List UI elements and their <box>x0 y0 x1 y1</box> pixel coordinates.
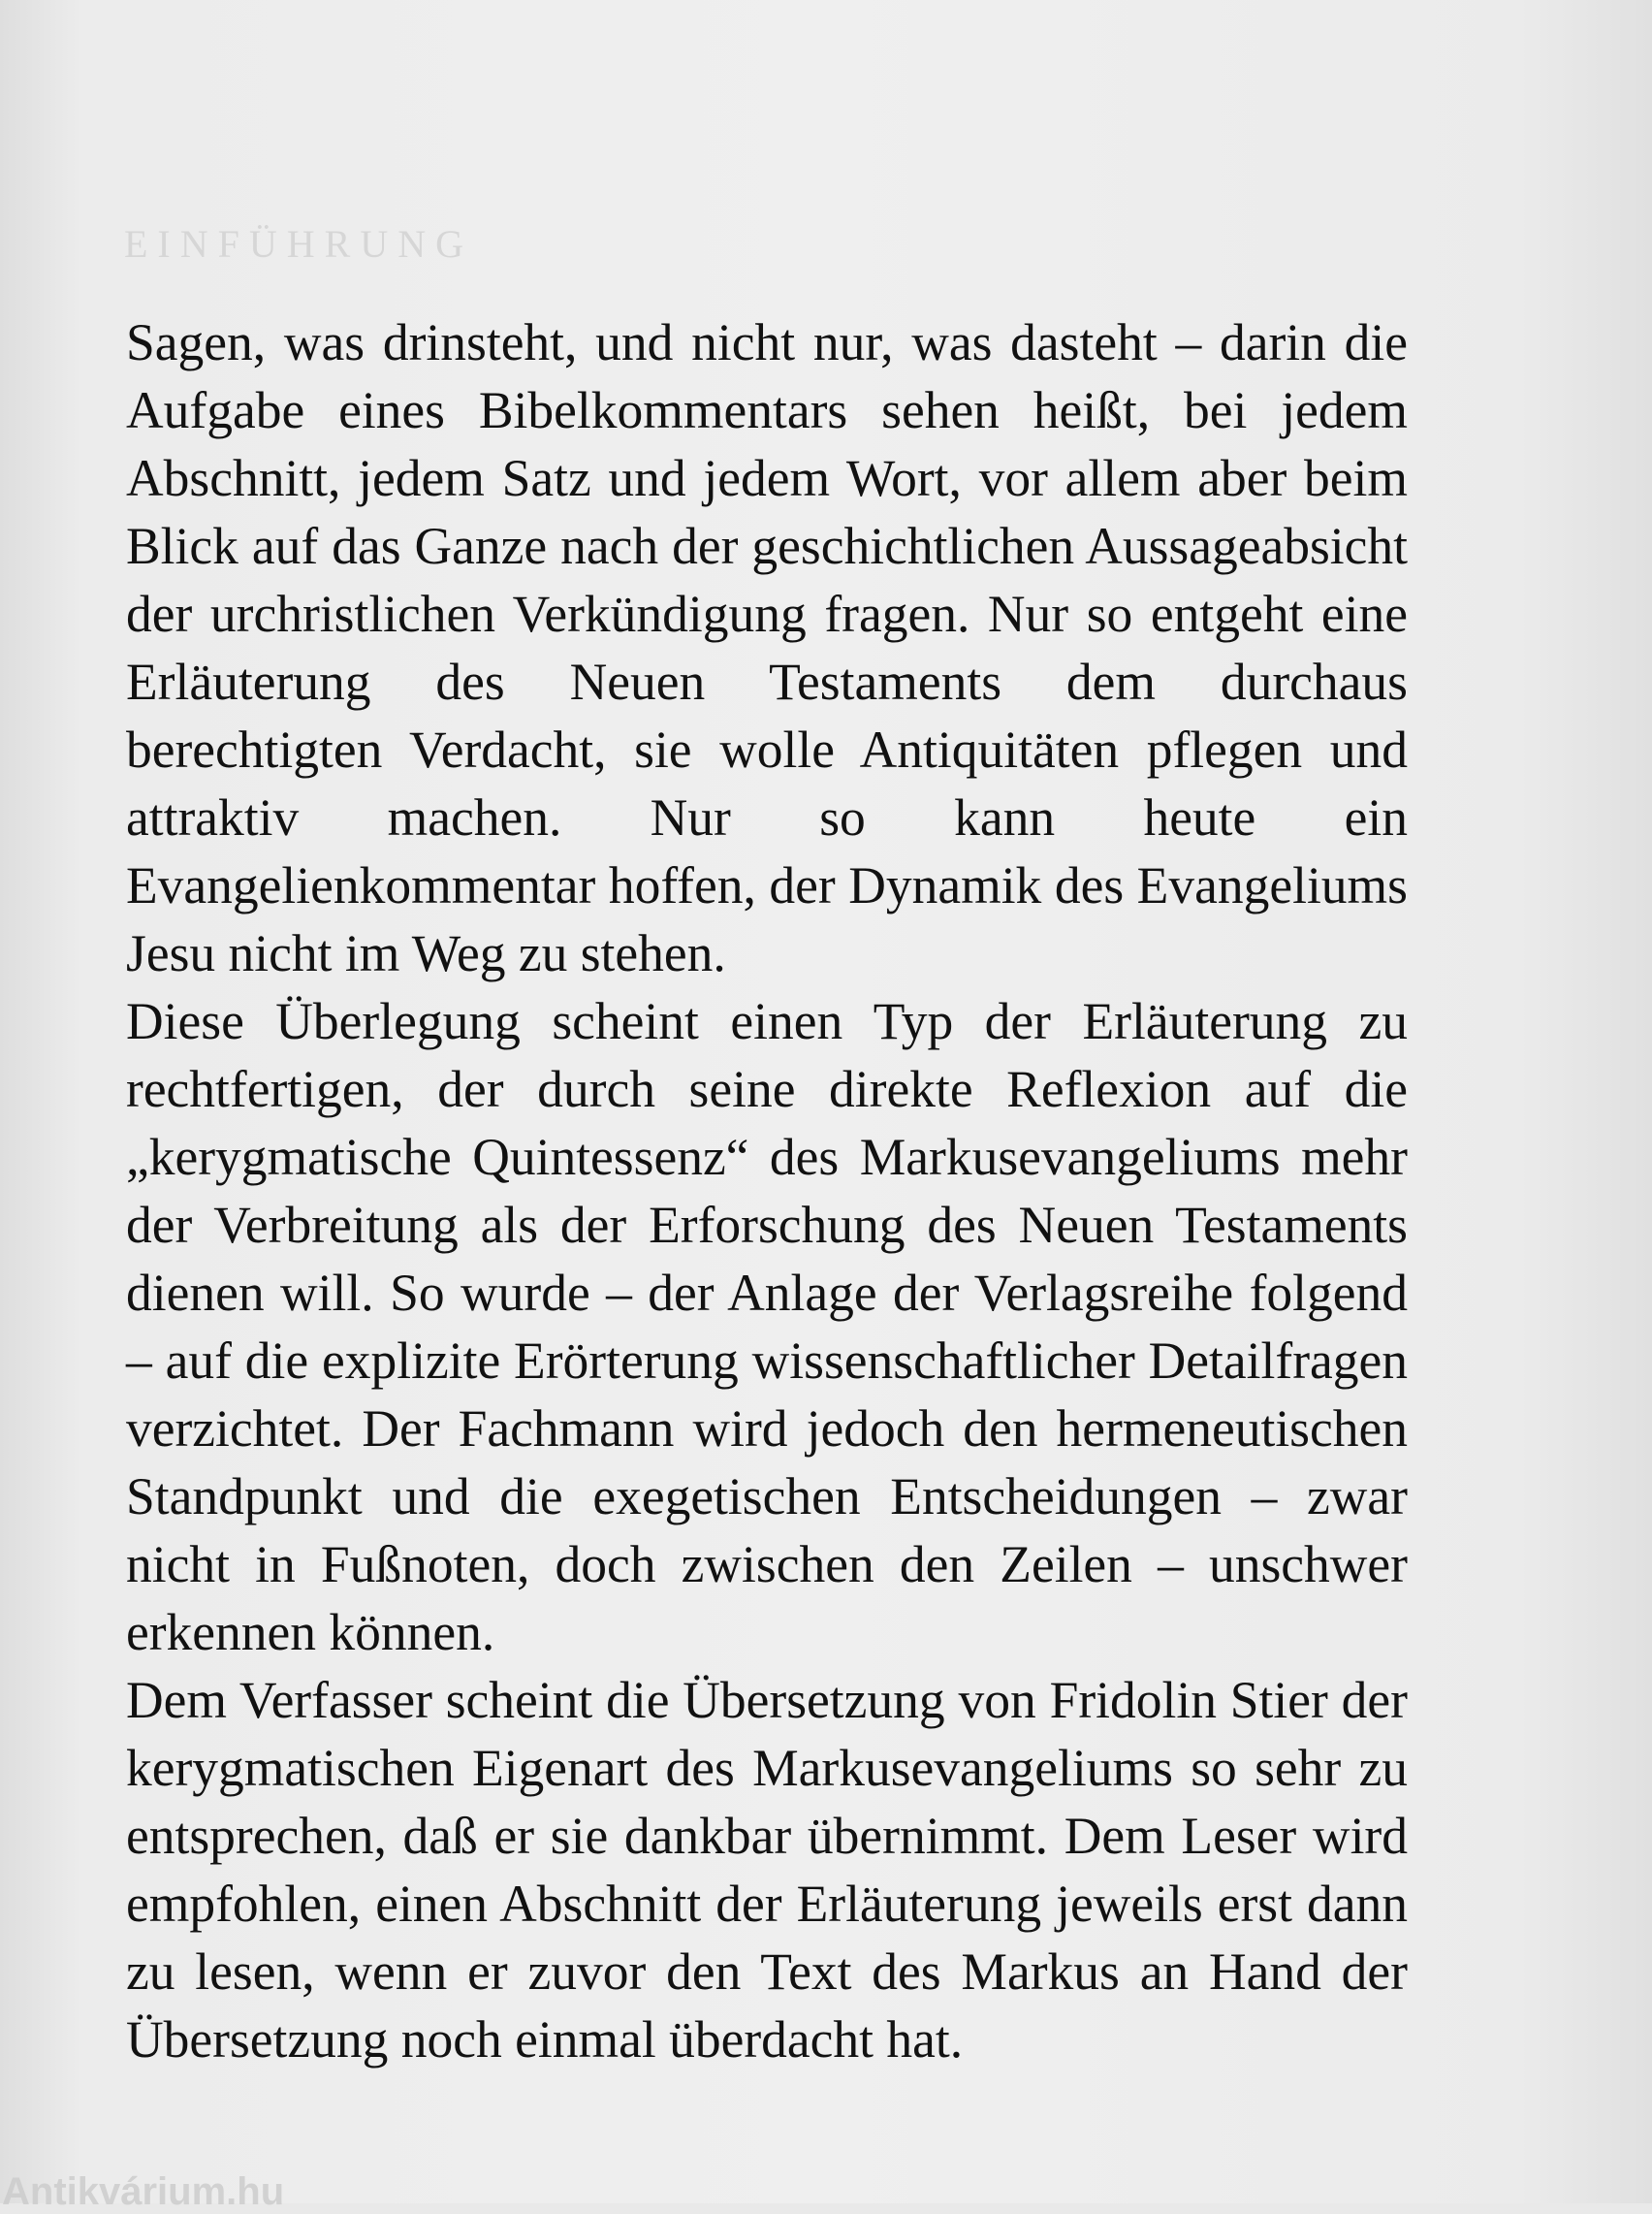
paragraph-3: Dem Verfasser scheint die Übersetzung von Fridolin Stier der kerygmatischen Eigenart des Markusevangeliums so sehr zu entsprechen, daß er sie dankbar übernimmt. Dem Leser wird empfohlen, einen Abschnitt der Erläuterung jeweils erst dann zu lesen, wenn er zuvor den Text des Markus an Hand der Übersetzung noch einmal überdacht hat. <box>126 1671 1408 2069</box>
paragraph-1: Sagen, was drinsteht, und nicht nur, was dasteht – darin die Aufgabe eines Bibelkommentars sehen heißt, bei jedem Abschnitt, jedem Satz und jedem Wort, vor allem aber beim Blick auf das Ganze nach der geschichtlichen Aussageabsicht der urchristlichen Verkündigung fragen. Nur so entgeht eine Erläuterung des Neuen Testaments dem durchaus berechtigten Verdacht, sie wolle Antiquitäten pflegen und attraktiv machen. Nur so kann heute ein Evangelienkommentar hoffen, der Dynamik des Evangeliums Jesu nicht im Weg zu stehen. <box>126 313 1408 982</box>
show-through-heading: EINFÜHRUNG <box>124 222 473 266</box>
body-text <box>126 308 1408 2073</box>
watermark: Antikvárium.hu <box>2 2170 285 2213</box>
paragraph-2: Diese Überlegung scheint einen Typ der Erläuterung zu rechtfertigen, der durch seine direkte Reflexion auf die „kerygmatische Quintessenz“ des Markusevangeliums mehr der Verbreitung als der Erforschung des Neuen Testaments dienen will. So wurde – der Anlage der Verlagsreihe folgend – auf die explizite Erörterung wissenschaftlicher Detailfragen verzichtet. Der Fachmann wird jedoch den hermeneutischen Standpunkt und die exegetischen Entscheidungen – zwar nicht in Fußnoten, doch zwischen den Zeilen – unschwer erkennen können. <box>126 992 1408 1661</box>
